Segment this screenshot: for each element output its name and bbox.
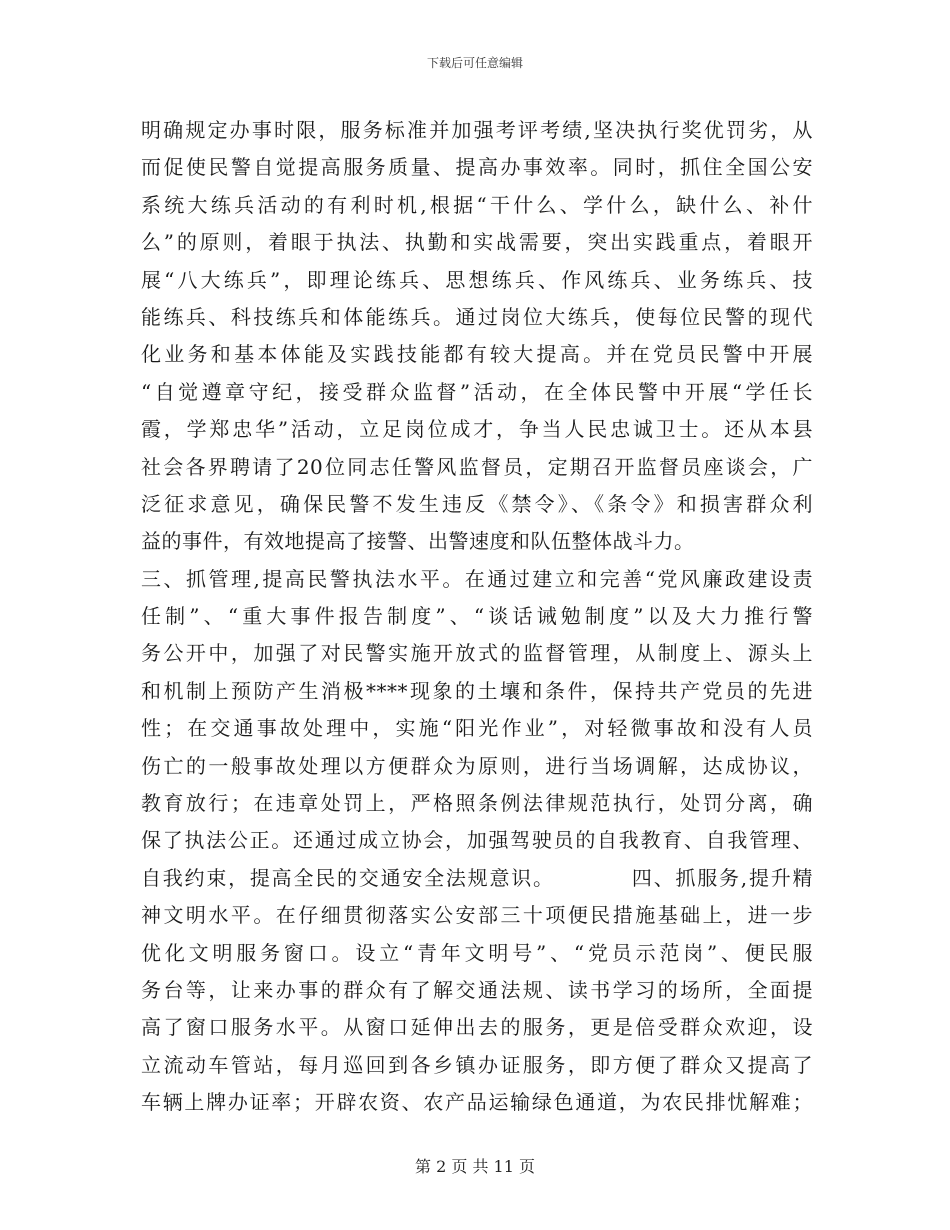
body-line: 泛征求意见，确保民警不发生违反《禁令》、《条令》和损害群众利: [141, 491, 813, 516]
body-line: 任制”、“重大事件报告制度”、“谈话诫勉制度”以及大力推行警: [141, 604, 813, 629]
page-number-footer: 第 2 页 共 11 页: [415, 1157, 535, 1176]
body-line: 么”的原则，着眼于执法、执勤和实战需要，突出实践重点，着眼开: [141, 230, 813, 255]
body-line: 务台等，让来办事的群众有了解交通法规、读书学习的场所，全面提: [141, 977, 813, 1002]
body-line: 霞，学郑忠华”活动，立足岗位成才，争当人民忠诚卫士。还从本县: [141, 417, 813, 442]
body-line: 保了执法公正。还通过成立协会，加强驾驶员的自我教育、自我管理、: [141, 828, 813, 853]
document-body: [141, 112, 813, 1122]
body-line: 三、抓管理,提高民警执法水平。在通过建立和完善“党风廉政建设责: [141, 566, 813, 591]
body-line: 伤亡的一般事故处理以方便群众为原则，进行当场调解，达成协议，: [141, 753, 813, 778]
body-line: 务公开中，加强了对民警实施开放式的监督管理，从制度上、源头上: [141, 641, 813, 666]
body-line: 高了窗口服务水平。从窗口延伸出去的服务，更是倍受群众欢迎，设: [141, 1015, 813, 1040]
body-line: 展“八大练兵”，即理论练兵、思想练兵、作风练兵、业务练兵、技: [141, 267, 813, 292]
body-line: 社会各界聘请了20位同志任警风监督员，定期召开监督员座谈会，广: [141, 454, 813, 479]
body-line: 教育放行；在违章处罚上，严格照条例法律规范执行，处罚分离，确: [141, 791, 813, 816]
body-line: 益的事件，有效地提高了接警、出警速度和队伍整体战斗力。: [141, 529, 695, 554]
body-line: 车辆上牌办证率；开辟农资、农产品运输绿色通道，为农民排忧解难；: [141, 1090, 813, 1115]
body-line: 而促使民警自觉提高服务质量、提高办事效率。同时，抓住全国公安: [141, 155, 813, 180]
body-line: 系统大练兵活动的有利时机,根据“干什么、学什么，缺什么、补什: [141, 192, 813, 217]
body-line: 立流动车管站，每月巡回到各乡镇办证服务，即方便了群众又提高了: [141, 1052, 813, 1077]
body-line: 性；在交通事故处理中，实施“阳光作业”，对轻微事故和没有人员: [141, 716, 813, 741]
page-header: 下载后可任意编辑: [426, 56, 523, 70]
body-line: 和机制上预防产生消极****现象的土壤和条件，保持共产党员的先进: [141, 678, 813, 703]
body-line: 自我约束，提高全民的交通安全法规意识。 四、抓服务,提升精: [141, 865, 813, 890]
body-line: 优化文明服务窗口。设立“青年文明号”、“党员示范岗”、便民服: [141, 940, 813, 965]
body-line: “自觉遵章守纪，接受群众监督”活动，在全体民警中开展“学任长: [141, 379, 813, 404]
body-line: 化业务和基本体能及实践技能都有较大提高。并在党员民警中开展: [141, 342, 813, 367]
body-line: 明确规定办事时限，服务标准并加强考评考绩,坚决执行奖优罚劣，从: [141, 118, 813, 142]
body-line: 能练兵、科技练兵和体能练兵。通过岗位大练兵，使每位民警的现代: [141, 304, 813, 329]
body-line: 神文明水平。在仔细贯彻落实公安部三十项便民措施基础上，进一步: [141, 903, 813, 928]
